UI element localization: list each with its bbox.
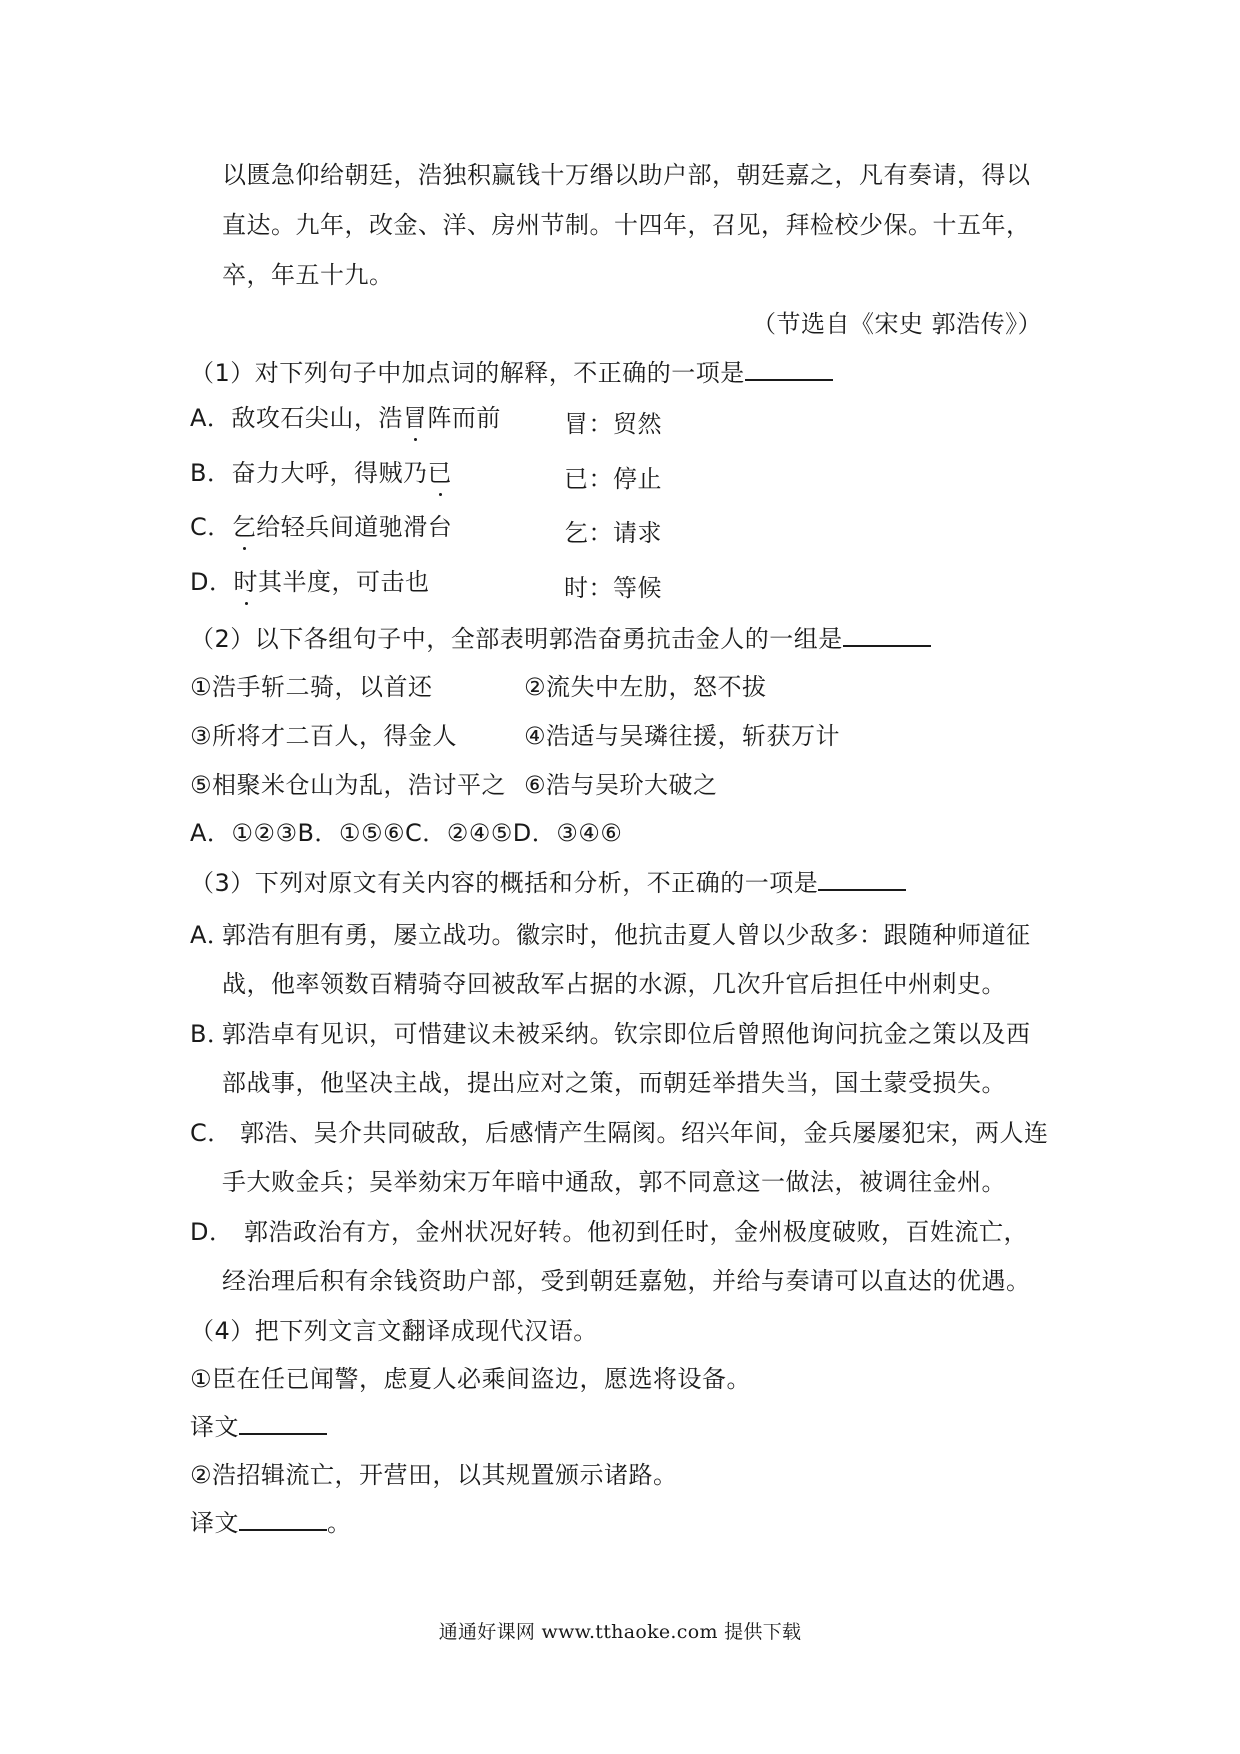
q3-option-c-line2: 手大败金兵；吴举劾宋万年暗中通敌，郭不同意这一做法，被调往金州。: [222, 1168, 1006, 1196]
q2-item-4: ④浩适与吴璘往援，斩获万计: [524, 722, 841, 750]
q3-option-a-line1: 郭浩有胆有勇，屡立战功。徽宗时，他抗击夏人曾以少敌多：跟随种师道征: [222, 921, 1031, 949]
q2-item-3: ③所将才二百人，得金人: [190, 722, 458, 750]
passage-line-2: 直达。九年，改金、洋、房州节制。十四年，召见，拜检校少保。十五年，: [222, 211, 1031, 239]
q3-option-b-line2: 部战事，他坚决主战，提出应对之策，而朝廷举措失当，国土蒙受损失。: [222, 1069, 1006, 1097]
dotted-word: 冒: [403, 401, 428, 435]
answer-blank[interactable]: [745, 357, 833, 381]
q1-option-a: A．敌攻石尖山，浩冒阵而前: [190, 401, 501, 435]
q4-sentence-2: ②浩招辑流亡，开营田，以其规置颁示诸路。: [190, 1461, 678, 1489]
page-footer: 通通好课网 www.tthaoke.com 提供下载: [438, 1621, 802, 1643]
answer-blank[interactable]: [843, 623, 931, 647]
q3-option-d-label: D．: [190, 1218, 234, 1246]
q2-item-5: ⑤相聚米仓山为乱，浩讨平之: [190, 771, 507, 799]
q3-option-d-line1: 郭浩政治有方，金州状况好转。他初到任时，金州极度破败，百姓流亡，: [244, 1218, 1028, 1246]
answer-blank[interactable]: [239, 1507, 327, 1531]
q3-option-b-label: B．: [190, 1020, 232, 1048]
passage-line-1: 以匮急仰给朝廷，浩独积赢钱十万缗以助户部，朝廷嘉之，凡有奏请，得以: [222, 161, 1031, 189]
q3-option-b-line1: 郭浩卓有见识，可惜建议未被采纳。钦宗即位后曾照他询问抗金之策以及西: [222, 1020, 1031, 1048]
answer-blank[interactable]: [239, 1411, 327, 1435]
q1-option-c: C．乞给轻兵间道驰滑台: [190, 510, 452, 544]
q3-stem: （3）下列对原文有关内容的概括和分析，不正确的一项是: [190, 866, 906, 900]
passage-source: （节选自《宋史 郭浩传》）: [752, 310, 1043, 338]
q1-gloss-c: 乞：请求: [564, 519, 662, 547]
q1-stem: （1）对下列句子中加点词的解释，不正确的一项是: [190, 356, 833, 390]
dotted-word: 时: [233, 565, 258, 599]
dotted-word: 乞: [232, 510, 257, 544]
dotted-word: 已: [427, 456, 452, 490]
q3-option-d-line2: 经治理后积有余钱资助户部，受到朝廷嘉勉，并给与奏请可以直达的优遇。: [222, 1267, 1031, 1295]
q2-item-6: ⑥浩与吴玠大破之: [524, 771, 718, 799]
answer-blank[interactable]: [818, 867, 906, 891]
q2-stem: （2）以下各组句子中，全部表明郭浩奋勇抗击金人的一组是: [190, 622, 931, 656]
q1-option-b: B．奋力大呼，得贼乃已: [190, 456, 452, 490]
q3-option-c-label: C．: [190, 1119, 232, 1147]
q4-stem: （4）把下列文言文翻译成现代汉语。: [190, 1317, 598, 1345]
q3-option-a-line2: 战，他率领数百精骑夺回被敌军占据的水源，几次升官后担任中州刺史。: [222, 970, 1006, 998]
q2-choices: A．①②③B．①⑤⑥C．②④⑤D．③④⑥: [190, 819, 623, 847]
q4-sentence-1: ①臣在任已闻警，虑夏人必乘间盗边，愿选将设备。: [190, 1365, 752, 1393]
q1-gloss-b: 已：停止: [564, 465, 662, 493]
q2-item-2: ②流失中左肋，怒不拔: [524, 673, 767, 701]
q1-gloss-d: 时：等候: [564, 574, 662, 602]
q3-option-c-line1: 郭浩、吴介共同破敌，后感情产生隔阂。绍兴年间，金兵屡屡犯宋，两人连: [240, 1119, 1049, 1147]
q4-answer-2: 译文 。: [190, 1509, 352, 1537]
q4-answer-1: 译文: [190, 1410, 327, 1444]
q1-gloss-a: 冒：贸然: [564, 410, 662, 438]
q1-option-d: D．时其半度，可击也: [190, 565, 429, 599]
q2-item-1: ①浩手斩二骑，以首还: [190, 673, 433, 701]
passage-line-3: 卒，年五十九。: [222, 261, 394, 289]
q3-option-a-label: A．: [190, 921, 232, 949]
